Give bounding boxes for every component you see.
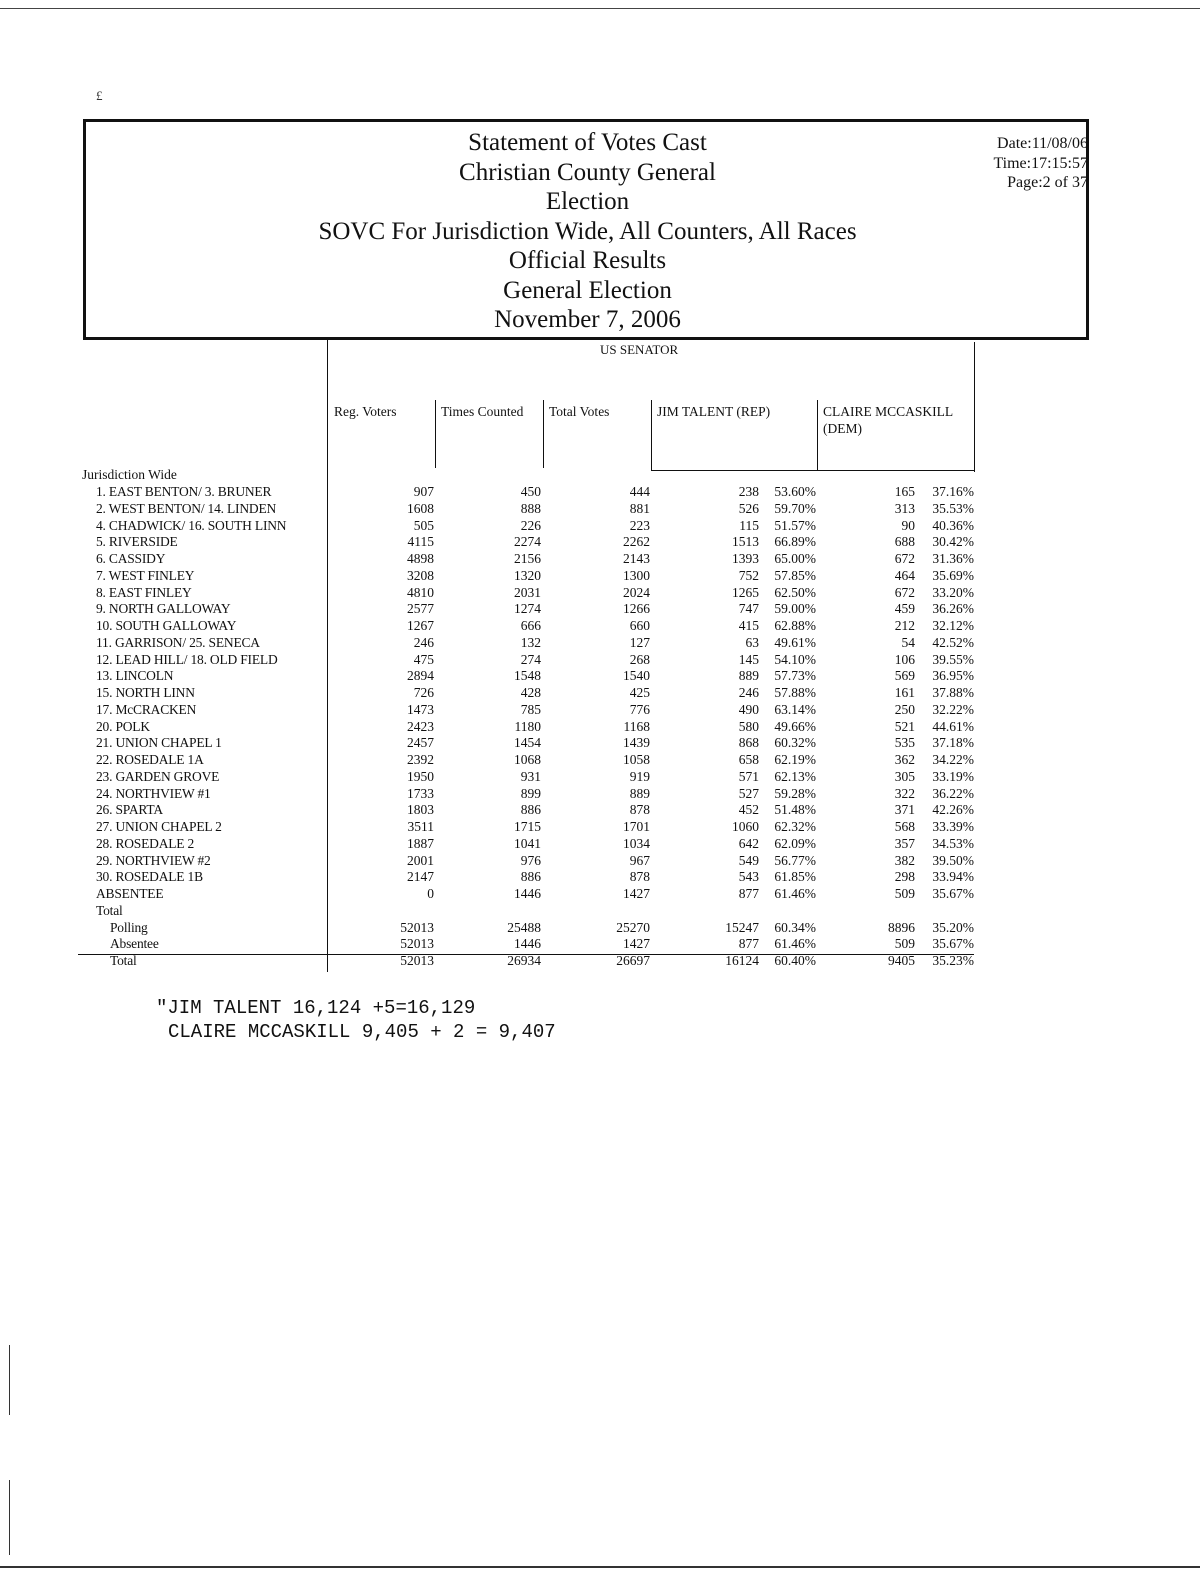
cell-cmp: 42.26% (932, 802, 974, 818)
cell-reg: 1733 (407, 785, 434, 801)
report-date: Date:11/08/06 (997, 135, 1088, 152)
cell-jtp: 49.66% (774, 718, 816, 734)
precinct-name: Absentee (110, 936, 159, 952)
cell-cmp: 30.42% (932, 534, 974, 550)
cell-jtp: 62.32% (774, 819, 816, 834)
cell-jtp: 53.60% (774, 484, 816, 499)
table-row (0, 752, 1000, 769)
precinct-name: 1. EAST BENTON/ 3. BRUNER (96, 484, 272, 499)
cell-cmp: 32.12% (932, 618, 974, 633)
precinct-name: 21. UNION CHAPEL 1 (96, 735, 222, 751)
cell-total: 2143 (623, 551, 650, 566)
precinct-name: Polling (110, 919, 148, 935)
cell-total: 776 (629, 701, 650, 717)
precinct-name: 17. McCRACKEN (96, 701, 197, 717)
cell-jt: 1393 (732, 551, 759, 566)
cell-times: 886 (520, 869, 541, 885)
precinct-name: Total (110, 953, 137, 968)
table-row (0, 869, 1000, 886)
cell-reg: 907 (413, 484, 434, 499)
precinct-name: 8. EAST FINLEY (96, 584, 192, 600)
cell-cmp: 33.20% (932, 584, 974, 600)
column-header-times-counted: Times Counted (441, 404, 524, 419)
cell-jtp: 56.77% (774, 852, 816, 868)
cell-jt: 1513 (732, 534, 759, 550)
total-section-label (0, 903, 1000, 920)
cell-jtp: 60.40% (774, 953, 816, 968)
cell-total: 1427 (623, 886, 650, 901)
cell-cm: 54 (901, 634, 915, 650)
cell-cm: 161 (894, 685, 915, 700)
cell-total: 1168 (623, 718, 650, 734)
cell-reg: 726 (413, 685, 434, 700)
cell-total: 26697 (616, 953, 650, 968)
cell-jtp: 62.88% (774, 618, 816, 633)
cell-cmp: 44.61% (932, 718, 974, 734)
precinct-name: 23. GARDEN GROVE (96, 768, 220, 784)
cell-times: 428 (520, 685, 541, 700)
cell-jtp: 66.89% (774, 534, 816, 550)
table-row (0, 518, 1000, 535)
section-label: Jurisdiction Wide (82, 467, 177, 482)
cell-jtp: 61.46% (774, 886, 816, 901)
cell-cm: 509 (894, 886, 915, 901)
cell-times: 1180 (514, 718, 541, 734)
cell-times: 666 (520, 618, 541, 633)
cell-times: 888 (520, 500, 541, 516)
cell-cm: 464 (894, 567, 915, 583)
cell-cmp: 34.22% (932, 752, 974, 767)
cell-times: 2156 (514, 551, 541, 566)
cell-jtp: 59.00% (774, 601, 816, 617)
table-row (0, 668, 1000, 685)
cell-cmp: 35.67% (932, 886, 974, 901)
cell-cm: 322 (894, 785, 915, 801)
cell-cm: 688 (894, 534, 915, 550)
precinct-name: 22. ROSEDALE 1A (96, 752, 204, 767)
cell-reg: 3511 (407, 819, 434, 834)
cell-times: 1041 (514, 835, 541, 851)
precinct-name: ABSENTEE (96, 886, 164, 901)
table-row (0, 501, 1000, 518)
cell-cmp: 37.16% (932, 484, 974, 499)
cell-jtp: 57.73% (774, 668, 816, 684)
grid-line (543, 400, 544, 468)
title-line: General Election (503, 276, 672, 304)
cell-jtp: 51.48% (774, 802, 816, 818)
cell-cmp: 37.18% (932, 735, 974, 751)
cell-total: 2262 (623, 534, 650, 550)
cell-reg: 52013 (400, 953, 434, 968)
report-meta (993, 134, 1088, 193)
precinct-name: 13. LINCOLN (96, 668, 174, 684)
cell-jt: 1265 (732, 584, 759, 600)
cell-cm: 250 (894, 701, 915, 717)
cell-cm: 9405 (888, 953, 915, 968)
cell-cmp: 34.53% (932, 835, 974, 851)
total-label: Total (96, 902, 123, 918)
precinct-name: 9. NORTH GALLOWAY (96, 601, 231, 617)
cell-total: 223 (629, 517, 650, 533)
cell-jt: 115 (739, 517, 759, 533)
title-line: Election (545, 188, 630, 215)
cell-cm: 521 (894, 718, 915, 734)
cell-cm: 165 (894, 484, 915, 499)
report-title (86, 128, 1089, 335)
report-header (83, 119, 1089, 340)
precinct-name: 7. WEST FINLEY (96, 567, 195, 583)
stray-mark: £ (96, 88, 103, 103)
cell-jtp: 65.00% (774, 551, 816, 566)
table-row (0, 920, 1000, 937)
cell-jt: 642 (738, 835, 759, 851)
cell-reg: 52013 (400, 919, 434, 935)
table-row (0, 685, 1000, 702)
cell-cm: 90 (901, 517, 915, 533)
cell-cmp: 36.95% (932, 668, 974, 684)
cell-total: 878 (629, 802, 650, 818)
cell-jt: 415 (738, 618, 759, 633)
precinct-name: 27. UNION CHAPEL 2 (96, 819, 222, 834)
scan-edge-top (0, 8, 1200, 9)
cell-jtp: 59.28% (774, 785, 816, 801)
cell-times: 1446 (514, 936, 541, 952)
cell-jtp: 62.19% (774, 752, 816, 767)
cell-times: 226 (520, 517, 541, 533)
precinct-name: 26. SPARTA (96, 802, 163, 818)
cell-reg: 4898 (407, 551, 434, 566)
cell-cmp: 35.69% (932, 567, 974, 583)
handwritten-note-2: CLAIRE MCCASKILL 9,405 + 2 = 9,407 (168, 1021, 556, 1043)
cell-jtp: 63.14% (774, 701, 816, 717)
cell-jt: 580 (738, 718, 759, 734)
cell-cmp: 33.94% (932, 869, 974, 885)
cell-reg: 2423 (407, 718, 434, 734)
cell-total: 881 (629, 500, 650, 516)
cell-cm: 357 (894, 835, 915, 851)
column-header-mccaskill-line1: CLAIRE MCCASKILL (823, 404, 954, 419)
precinct-name: 28. ROSEDALE 2 (96, 835, 195, 851)
precinct-name: 5. RIVERSIDE (96, 534, 178, 550)
table-row (0, 652, 1000, 669)
cell-cm: 106 (894, 651, 915, 667)
cell-total: 425 (629, 685, 650, 700)
report-time: Time:17:15:57 (993, 154, 1088, 172)
cell-jtp: 49.61% (774, 634, 816, 650)
cell-jt: 145 (738, 651, 759, 667)
cell-cm: 535 (894, 735, 915, 751)
precinct-name: 12. LEAD HILL/ 18. OLD FIELD (96, 651, 278, 667)
cell-jt: 15247 (725, 919, 759, 935)
cell-cmp: 33.39% (932, 819, 974, 834)
margin-mark-left-2 (9, 1480, 10, 1555)
cell-cm: 672 (894, 551, 915, 566)
cell-jtp: 54.10% (774, 651, 816, 667)
cell-jt: 490 (738, 701, 759, 717)
cell-cm: 305 (894, 768, 915, 784)
cell-reg: 1887 (407, 835, 434, 851)
table-row (0, 836, 1000, 853)
precinct-name: 30. ROSEDALE 1B (96, 869, 203, 885)
cell-times: 450 (520, 484, 541, 499)
table-row (0, 484, 1000, 501)
table-row (0, 886, 1000, 903)
cell-cmp: 36.26% (932, 601, 974, 617)
cell-jtp: 57.85% (774, 567, 816, 583)
cell-reg: 1473 (407, 701, 434, 717)
cell-reg: 1803 (407, 802, 434, 818)
cell-times: 931 (520, 768, 541, 784)
cell-jt: 877 (738, 936, 759, 952)
precinct-name: 15. NORTH LINN (96, 685, 195, 700)
cell-reg: 1608 (407, 500, 434, 516)
cell-reg: 3208 (407, 567, 434, 583)
cell-cmp: 35.53% (932, 500, 974, 516)
cell-jtp: 61.85% (774, 869, 816, 885)
report-page: Page:2 of 37 (1007, 174, 1088, 191)
cell-reg: 2392 (407, 752, 434, 767)
cell-jt: 63 (745, 634, 759, 650)
cell-total: 1034 (623, 835, 650, 851)
precinct-name: 11. GARRISON/ 25. SENECA (96, 634, 260, 650)
grid-line (974, 342, 975, 472)
cell-cm: 672 (894, 584, 915, 600)
table-row (0, 936, 1000, 953)
title-line: Statement of Votes Cast (468, 129, 707, 156)
cell-cmp: 39.55% (932, 651, 974, 667)
cell-jtp: 60.32% (774, 735, 816, 751)
cell-reg: 1950 (407, 768, 434, 784)
cell-reg: 2577 (407, 601, 434, 617)
cell-reg: 505 (413, 517, 434, 533)
cell-jtp: 57.88% (774, 685, 816, 700)
cell-cmp: 36.22% (932, 785, 974, 801)
column-header-reg-voters: Reg. Voters (334, 404, 397, 419)
cell-reg: 2457 (407, 735, 434, 751)
cell-reg: 2894 (407, 668, 434, 684)
cell-jt: 246 (738, 685, 759, 700)
title-line: Official Results (508, 247, 667, 274)
table-row (0, 735, 1000, 752)
cell-cmp: 40.36% (932, 517, 974, 533)
precinct-name: 29. NORTHVIEW #2 (96, 852, 211, 868)
cell-cm: 362 (894, 752, 915, 767)
cell-cmp: 39.50% (932, 852, 974, 868)
cell-total: 889 (629, 785, 650, 801)
precinct-name: 4. CHADWICK/ 16. SOUTH LINN (96, 517, 287, 533)
cell-jt: 571 (738, 768, 759, 784)
cell-cmp: 32.22% (932, 701, 974, 717)
cell-total: 919 (629, 768, 650, 784)
cell-cm: 212 (894, 618, 915, 633)
cell-jtp: 60.34% (774, 919, 816, 935)
grid-line (817, 400, 818, 470)
cell-reg: 1267 (407, 618, 434, 633)
column-header-mccaskill (823, 403, 953, 437)
cell-times: 899 (520, 785, 541, 801)
precinct-name: 20. POLK (96, 718, 150, 734)
cell-times: 132 (520, 634, 541, 650)
cell-reg: 475 (413, 651, 434, 667)
table-row (0, 551, 1000, 568)
cell-jt: 543 (738, 869, 759, 885)
cell-times: 1715 (514, 819, 541, 834)
cell-times: 1320 (514, 567, 541, 583)
precinct-name: 2. WEST BENTON/ 14. LINDEN (96, 500, 277, 516)
cell-times: 1454 (514, 735, 541, 751)
cell-jt: 747 (738, 601, 759, 617)
cell-cm: 509 (894, 936, 915, 952)
cell-jt: 526 (738, 500, 759, 516)
cell-total: 268 (629, 651, 650, 667)
cell-times: 1274 (514, 601, 541, 617)
cell-jt: 16124 (725, 953, 759, 968)
table-row (0, 568, 1000, 585)
race-title: US SENATOR (600, 342, 679, 357)
cell-jtp: 59.70% (774, 500, 816, 516)
cell-jt: 752 (738, 567, 759, 583)
cell-times: 25488 (507, 919, 541, 935)
table-row (0, 601, 1000, 618)
cell-cm: 8896 (888, 919, 915, 935)
cell-total: 1439 (623, 735, 650, 751)
table-row (0, 702, 1000, 719)
cell-total: 660 (629, 618, 650, 633)
grid-line (435, 400, 436, 468)
grid-line (651, 400, 652, 470)
cell-total: 127 (629, 634, 650, 650)
title-line: SOVC For Jurisdiction Wide, All Counters, All Races (318, 217, 857, 245)
cell-times: 1446 (514, 886, 541, 901)
cell-total: 1540 (623, 668, 650, 684)
cell-cmp: 42.52% (932, 634, 974, 650)
cell-reg: 246 (413, 634, 434, 650)
title-line: Christian County General (459, 158, 716, 186)
cell-reg: 0 (427, 886, 434, 901)
handwritten-note-1: "JIM TALENT 16,124 +5=16,129 (156, 997, 476, 1019)
cell-cm: 313 (894, 500, 915, 516)
table-row (0, 719, 1000, 736)
cell-cm: 459 (894, 601, 915, 617)
cell-times: 26934 (507, 953, 541, 968)
cell-reg: 4810 (407, 584, 434, 600)
cell-cmp: 37.88% (932, 685, 974, 700)
cell-times: 976 (520, 852, 541, 868)
cell-cmp: 35.67% (932, 936, 974, 952)
cell-reg: 2147 (407, 869, 434, 885)
table-row (0, 953, 1000, 970)
cell-total: 1058 (623, 752, 650, 767)
grid-line (651, 470, 974, 471)
table-row (0, 853, 1000, 870)
scan-edge-bottom (0, 1566, 1200, 1568)
cell-total: 878 (629, 869, 650, 885)
cell-jtp: 62.09% (774, 835, 816, 851)
cell-cm: 298 (894, 869, 915, 885)
column-header-mccaskill-line2: (DEM) (823, 421, 862, 436)
cell-jtp: 62.13% (774, 768, 816, 784)
cell-jt: 238 (738, 484, 759, 499)
table-row (0, 786, 1000, 803)
table-row (0, 618, 1000, 635)
cell-jtp: 61.46% (774, 936, 816, 952)
table-row (0, 585, 1000, 602)
cell-times: 1068 (514, 752, 541, 767)
cell-jt: 877 (738, 886, 759, 901)
cell-jt: 549 (738, 852, 759, 868)
cell-cmp: 33.19% (932, 768, 974, 784)
cell-jt: 527 (738, 785, 759, 801)
cell-jt: 658 (738, 752, 759, 767)
cell-total: 25270 (616, 919, 650, 935)
column-header-talent: JIM TALENT (REP) (657, 404, 771, 419)
cell-jt: 889 (738, 668, 759, 684)
precinct-name: 10. SOUTH GALLOWAY (96, 618, 237, 633)
precinct-name: 6. CASSIDY (96, 551, 166, 566)
cell-jt: 1060 (732, 819, 759, 834)
cell-jtp: 51.57% (774, 517, 816, 533)
margin-mark-left-1 (9, 1345, 10, 1415)
cell-reg: 2001 (407, 852, 434, 868)
cell-total: 1701 (623, 819, 650, 834)
cell-jt: 452 (738, 802, 759, 818)
cell-times: 2031 (514, 584, 541, 600)
cell-total: 967 (629, 852, 650, 868)
cell-jtp: 62.50% (774, 584, 816, 600)
table-row (0, 769, 1000, 786)
cell-cm: 371 (894, 802, 915, 818)
title-line: November 7, 2006 (494, 306, 681, 333)
cell-total: 444 (629, 484, 650, 499)
table-row (0, 635, 1000, 652)
cell-cmp: 35.23% (932, 953, 974, 968)
cell-cm: 569 (894, 668, 915, 684)
table-row (0, 802, 1000, 819)
column-header-total-votes: Total Votes (549, 404, 610, 419)
cell-total: 2024 (623, 584, 650, 600)
cell-times: 2274 (514, 534, 541, 550)
cell-reg: 52013 (400, 936, 434, 952)
cell-reg: 4115 (407, 534, 434, 550)
cell-times: 1548 (514, 668, 541, 684)
cell-cm: 382 (894, 852, 915, 868)
cell-cmp: 31.36% (932, 551, 974, 566)
cell-cmp: 35.20% (932, 919, 974, 935)
cell-jt: 868 (738, 735, 759, 751)
precinct-name: 24. NORTHVIEW #1 (96, 785, 211, 801)
table-row (0, 819, 1000, 836)
cell-cm: 568 (894, 819, 915, 834)
cell-times: 274 (520, 651, 541, 667)
cell-total: 1300 (623, 567, 650, 583)
cell-total: 1266 (623, 601, 650, 617)
cell-times: 886 (520, 802, 541, 818)
cell-total: 1427 (623, 936, 650, 952)
cell-times: 785 (520, 701, 541, 717)
table-row (0, 534, 1000, 551)
